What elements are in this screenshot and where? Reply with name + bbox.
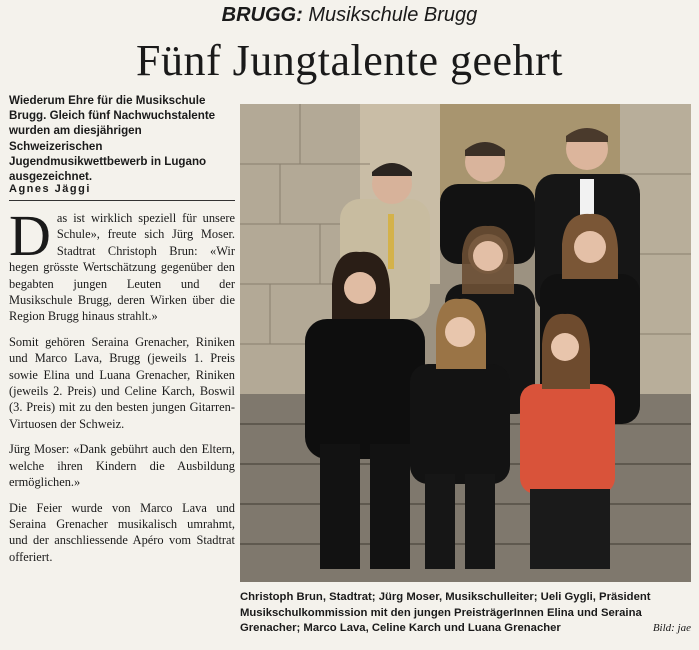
- body-paragraph-2: Somit gehören Seraina Grenacher, Riniken und Marco Lava, Brugg (jeweils 1. Preis sowie Elina und Luana Grenacher, Riniken (jeweils 2. Preis) und Celine Karch, Boswil (3. Preis) mit zu den besten jungen Gitarren-Virtuosen der Schweiz.: [9, 334, 235, 431]
- body-paragraph-1: [9, 203, 235, 325]
- author-byline: Agnes Jäggi: [9, 183, 91, 195]
- photo-credit: Bild: jae: [652, 622, 691, 634]
- kicker-place: BRUGG:: [221, 4, 303, 26]
- group-photo: [240, 104, 691, 582]
- drop-cap: D: [9, 203, 51, 268]
- kicker-topic: Musikschule Brugg: [302, 4, 478, 26]
- photo-caption: Christoph Brun, Stadtrat; Jürg Moser, Musikschulleiter; Ueli Gygli, Präsident Musikschulkommission mit den jungen PreisträgerInnen Elina und Seraina Grenacher; Marco Lava, Celine Karch und Luana Grenacher: [240, 591, 651, 634]
- body-paragraph-1-text: as ist wirklich speziell für unsere Schule», freute sich Jürg Moser. Stadtrat Christoph Brun: «Wir hegen grösste Wertschätzung gegenüber den begabten jungen Leuten und der Musikschule Brugg, deren Wirken über die Region Brugg hinaus strahlt.»: [9, 211, 235, 324]
- article-kicker: [0, 3, 699, 27]
- body-paragraph-3: Jürg Moser: «Dank gebührt auch den Eltern, welche ihren Kindern die Ausbildung ermöglichen.»: [9, 442, 235, 490]
- lead-paragraph: Wiederum Ehre für die Musikschule Brugg. Gleich fünf Nachwuchstalente wurden am diesjährigen Schweizerischen Jugendmusikwettbewerb in Lugano ausgezeichnet.: [9, 94, 216, 184]
- headline: Fünf Jungtalente geehrt: [136, 36, 563, 85]
- byline-rule: [9, 200, 235, 201]
- body-paragraph-4: Die Feier wurde von Marco Lava und Seraina Grenacher musikalisch umrahmt, und der anschliessende Apéro vom Stadtrat offeriert.: [9, 500, 235, 564]
- article-body: [9, 203, 235, 574]
